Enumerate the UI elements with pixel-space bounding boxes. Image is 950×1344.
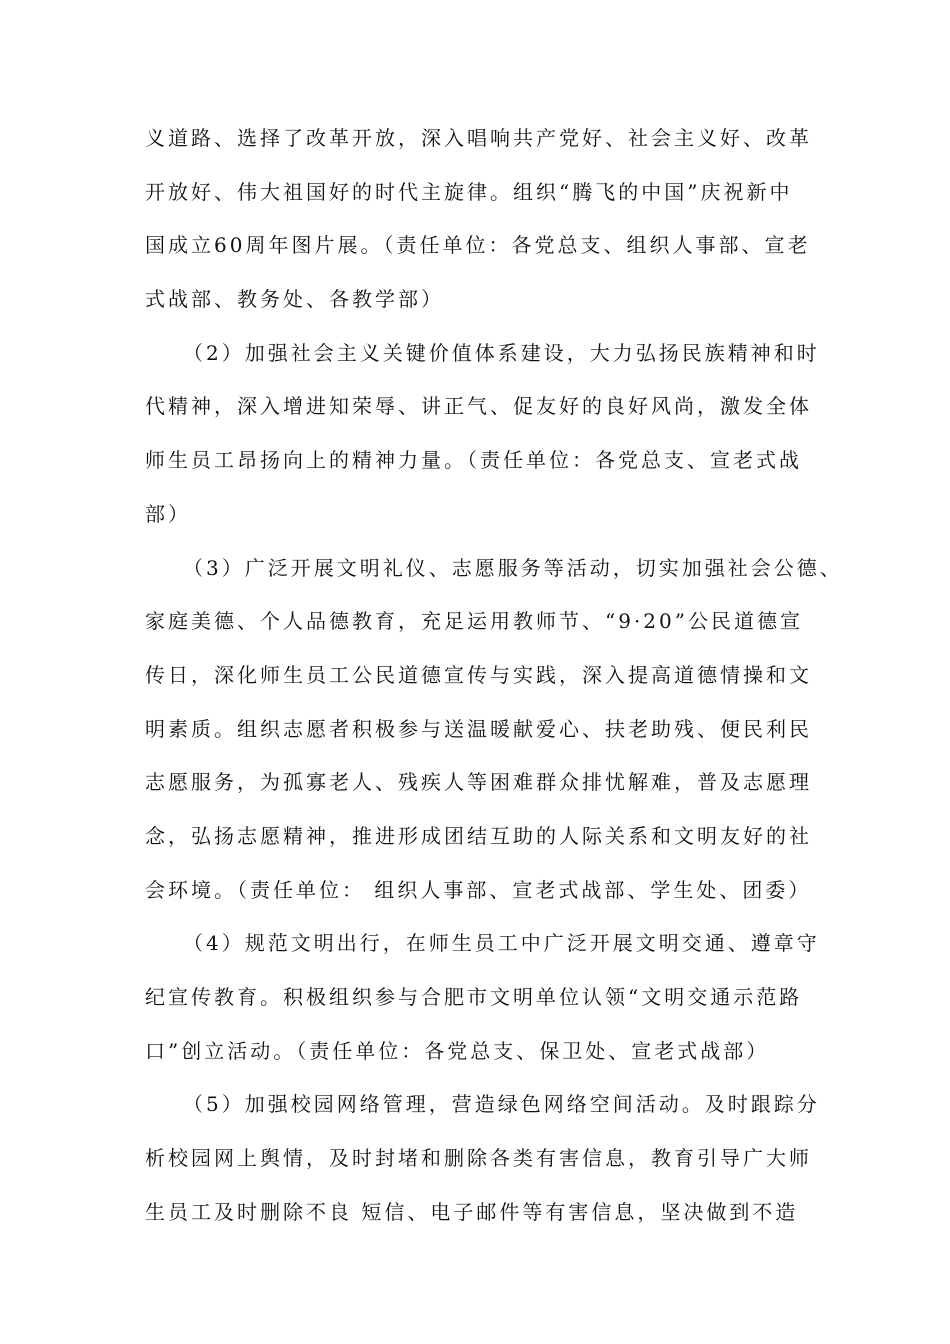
text-line: 开放好、伟大祖国好的时代主旋律。组织“腾飞的中国”庆祝新中: [145, 179, 793, 204]
document-body: [145, 118, 843, 1245]
paragraph-2-start: （2）加强社会主义关键价值体系建设，大力弘扬民族精神和时: [183, 340, 820, 365]
text-line: 部）: [145, 501, 191, 526]
text-line: 念，弘扬志愿精神，推进形成团结互助的人际关系和文明友好的社: [145, 823, 812, 848]
text-line: 国成立60周年图片展。（责任单位：各党总支、组织人事部、宣老: [145, 233, 811, 258]
text-line: 志愿服务，为孤寡老人、残疾人等困难群众排忧解难，普及志愿理: [145, 770, 812, 795]
text-line: 家庭美德、个人品德教育，充足运用教师节、“9·20”公民道德宣: [145, 609, 803, 634]
text-line: 纪宣传教育。积极组织参与合肥市文明单位认领“文明交通示范路: [145, 985, 803, 1009]
text-line: 口”创立活动。（责任单位：各党总支、保卫处、宣老式战部）: [145, 1038, 770, 1063]
text-line: 明素质。组织志愿者积极参与送温暖献爱心、扶老助残、便民利民: [145, 716, 812, 741]
paragraph-5-start: （5）加强校园网络管理，营造绿色网络空间活动。及时跟踪分: [183, 1092, 820, 1117]
text-line: 师生员工昂扬向上的精神力量。（责任单位：各党总支、宣老式战: [145, 448, 802, 473]
text-line: 义道路、选择了改革开放，深入唱响共产党好、社会主义好、改革: [145, 126, 812, 150]
text-line: 生员工及时删除不良 短信、电子邮件等有害信息，坚决做到不造: [145, 1199, 799, 1224]
text-line: 代精神，深入增进知荣辱、讲正气、促友好的良好风尚，激发全体: [145, 394, 812, 419]
text-line: 传日，深化师生员工公民道德宣传与实践，深入提高道德情操和文: [145, 662, 812, 687]
paragraph-4-start: （4）规范文明出行，在师生员工中广泛开展文明交通、遵章守: [183, 931, 820, 956]
text-line: 式战部、教务处、各教学部）: [145, 287, 444, 312]
text-line: 会环境。（责任单位： 组织人事部、宣老式战部、学生处、团委）: [145, 877, 812, 902]
text-line: 析校园网上舆情，及时封堵和删除各类有害信息，教育引导广大师: [145, 1146, 812, 1171]
paragraph-3-start: （3）广泛开展文明礼仪、志愿服务等活动，切实加强社会公德、: [183, 555, 843, 580]
